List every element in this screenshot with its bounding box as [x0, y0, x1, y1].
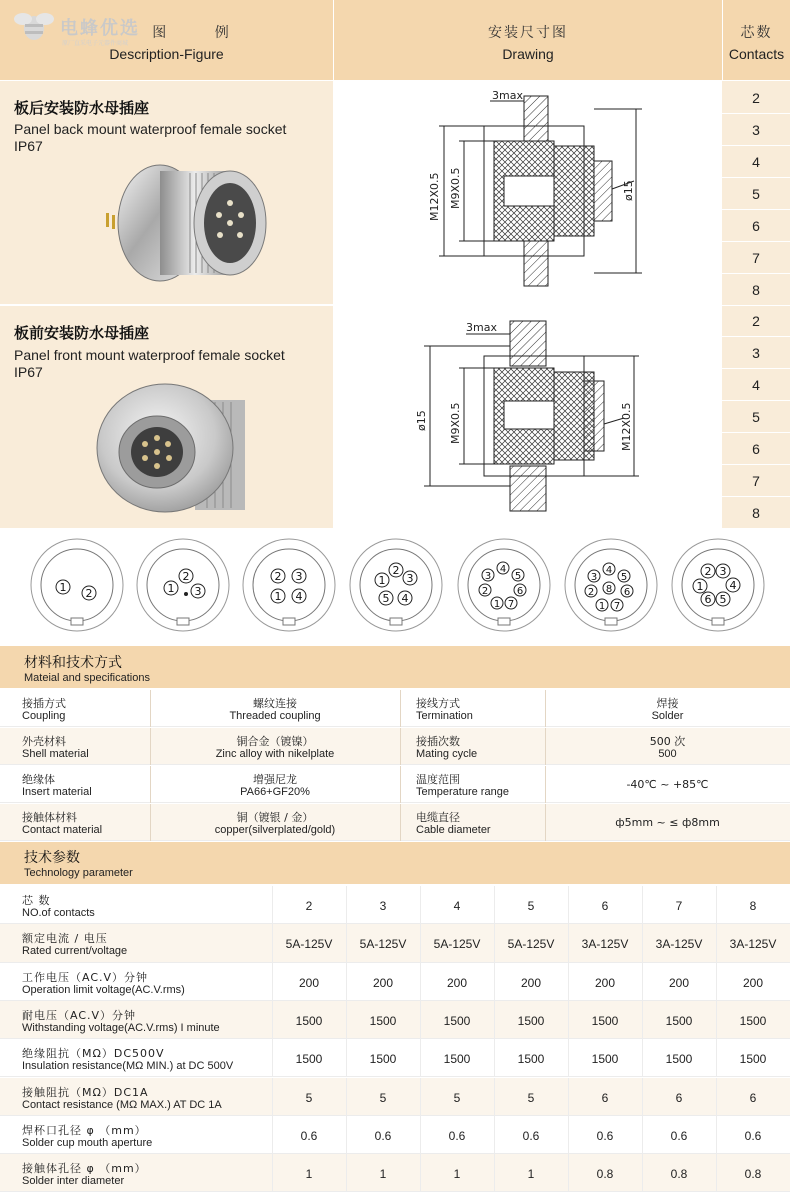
- pin-number: 8: [605, 584, 613, 595]
- label-en: Solder inter diameter: [22, 1175, 125, 1188]
- pin-number: 3: [719, 565, 727, 578]
- drawing-back-mount: [334, 81, 722, 304]
- figure-header-zh: 图 例: [152, 25, 251, 41]
- material-value: [150, 690, 400, 727]
- contact-count: 5: [752, 186, 760, 202]
- tech-value: 200: [742, 975, 764, 990]
- pin-number: 3: [295, 570, 303, 583]
- contact-count: 4: [752, 377, 760, 393]
- label-en: Shell material: [22, 748, 89, 760]
- pin-number: 5: [514, 571, 522, 582]
- value-en: 500: [658, 748, 677, 760]
- divider: [722, 400, 790, 401]
- divider: [722, 145, 790, 146]
- tech-value: 200: [520, 975, 542, 990]
- pin-number: 3: [590, 572, 598, 583]
- contact-count: 8: [752, 282, 760, 298]
- pin-number: 7: [507, 599, 515, 610]
- label-en: Operation limit voltage(AC.V.rms): [22, 983, 185, 996]
- product-front-mount: [0, 306, 333, 528]
- tech-value: 1500: [369, 1013, 397, 1028]
- tech-value: 0.8: [670, 1167, 688, 1182]
- label-en: Insert material: [22, 786, 92, 798]
- material-label: [416, 728, 541, 765]
- tech-row: [0, 1116, 790, 1154]
- tech-row: [0, 1001, 790, 1039]
- divider: [722, 241, 790, 242]
- value-zh: ф5mm ~ ≤ ф8mm: [615, 816, 720, 829]
- material-label: [22, 766, 147, 803]
- tech-value: 1500: [443, 1013, 471, 1028]
- divider: [722, 177, 790, 178]
- material-label: [22, 728, 147, 765]
- contact-count: 2: [752, 313, 760, 329]
- label-en: Rated current/voltage: [22, 945, 128, 958]
- value-en: Solder: [651, 710, 684, 722]
- tech-value: 8: [749, 899, 757, 913]
- value-zh: -40℃ ~ +85℃: [626, 778, 709, 791]
- contact-count: 8: [752, 505, 760, 521]
- drawing-label-inner: M9X0.5: [449, 402, 462, 444]
- divider: [400, 766, 401, 803]
- label-zh: 芯 数: [22, 894, 51, 907]
- label-en: Contact material: [22, 824, 103, 836]
- divider: [722, 113, 790, 114]
- tech-value: 5A-125V: [359, 937, 407, 952]
- product-rating: IP67: [14, 364, 43, 380]
- label-en: NO.of contacts: [22, 907, 95, 919]
- material-label: [22, 804, 147, 841]
- tech-value: 1: [453, 1167, 461, 1182]
- material-value: [150, 766, 400, 803]
- product-name-en: Panel front mount waterproof female socket: [14, 347, 285, 363]
- contact-count: 3: [752, 122, 760, 138]
- pin-number: 2: [274, 570, 282, 583]
- tech-value: 0.6: [744, 1128, 762, 1143]
- tech-value: 2: [305, 899, 313, 913]
- tech-value: 1500: [443, 1052, 471, 1067]
- tech-row-label: [22, 1039, 272, 1077]
- label-en: Temperature range: [416, 786, 509, 798]
- front-mount-drawing: [334, 306, 722, 528]
- label-en: Termination: [416, 710, 473, 722]
- pin-layout-6: [672, 539, 764, 631]
- materials-row: [0, 804, 790, 841]
- pin-number: 2: [85, 587, 93, 600]
- tech-value: 200: [298, 975, 320, 990]
- contact-count: 7: [752, 473, 760, 489]
- tech-value: 1500: [295, 1013, 323, 1028]
- material-value: [150, 804, 400, 841]
- pin-number: 6: [623, 587, 631, 598]
- back-mount-socket-photo: [90, 143, 290, 303]
- materials-title-en: Mateial and specifications: [24, 672, 150, 684]
- tech-value: 1500: [591, 1052, 619, 1067]
- logo-text: 电蜂优选: [60, 18, 140, 39]
- tech-value: 200: [668, 975, 690, 990]
- label-en: Mating cycle: [416, 748, 478, 760]
- label-zh: 接线方式: [416, 697, 460, 710]
- divider: [400, 804, 401, 841]
- tech-value: 3A-125V: [581, 937, 629, 952]
- value-zh: 500 次: [649, 735, 686, 748]
- front-mount-socket-photo: [95, 372, 295, 522]
- tech-value: 1500: [665, 1013, 693, 1028]
- tech-value: 1500: [591, 1013, 619, 1028]
- drawing-label-outer: M12X0.5: [620, 402, 633, 451]
- materials-header: [0, 646, 790, 688]
- pin-layout-2: [31, 539, 123, 631]
- tech-value: 0.6: [300, 1128, 318, 1143]
- pin-number: 1: [167, 582, 175, 595]
- tech-value: 5: [453, 1090, 461, 1105]
- tech-value: 3A-125V: [729, 937, 777, 952]
- label-zh: 耐电压（AC.V）分钟: [22, 1008, 137, 1022]
- pin-number: 1: [378, 574, 386, 587]
- material-label: [22, 690, 147, 727]
- tech-value: 0.6: [522, 1128, 540, 1143]
- product-name-zh: 板后安装防水母插座: [14, 99, 150, 117]
- tech-value: 5: [527, 899, 535, 913]
- drawing-label-nut: 3max: [466, 321, 497, 334]
- tech-value: 6: [675, 1090, 683, 1105]
- pin-number: 6: [516, 586, 524, 597]
- watermark-logo: [8, 6, 158, 46]
- drawing-front-mount: [334, 306, 722, 528]
- pin-layout-8: [565, 539, 657, 631]
- pin-layout-3: [137, 539, 229, 631]
- contacts-header-en: Contacts: [728, 46, 785, 62]
- tech-row-label: [22, 1078, 272, 1116]
- pin-number: 5: [382, 592, 390, 605]
- tech-value: 5A-125V: [285, 937, 333, 952]
- pin-number: 1: [696, 580, 704, 593]
- tech-value: 200: [372, 975, 394, 990]
- value-zh: 铜（镀银 / 金）: [236, 811, 314, 824]
- label-en: Solder cup mouth aperture: [22, 1136, 153, 1149]
- pin-number: 5: [620, 572, 628, 583]
- label-en: Withstanding voltage(AC.V.rms) I minute: [22, 1021, 220, 1034]
- divider: [722, 336, 790, 337]
- pin-layout-4: [243, 539, 335, 631]
- contact-count: 3: [752, 345, 760, 361]
- divider: [722, 464, 790, 465]
- materials-row: [0, 690, 790, 727]
- pin-number: 2: [704, 565, 712, 578]
- label-en: Cable diameter: [416, 824, 491, 836]
- tech-row-label: [22, 1154, 272, 1192]
- tech-value: 6: [749, 1090, 757, 1105]
- product-back-mount: [0, 81, 333, 304]
- value-zh: 增强尼龙: [253, 773, 297, 786]
- pin-layouts: [0, 528, 790, 643]
- pin-number: 1: [493, 599, 501, 610]
- tech-row-label: [22, 1001, 272, 1039]
- divider: [722, 209, 790, 210]
- tech-value: 3A-125V: [655, 937, 703, 952]
- divider: [400, 728, 401, 765]
- value-zh: 螺纹连接: [253, 697, 297, 710]
- tech-value: 1500: [739, 1052, 767, 1067]
- pin-number: 4: [295, 590, 303, 603]
- material-label: [416, 766, 541, 803]
- materials-row: [0, 766, 790, 803]
- tech-value: 1: [527, 1167, 535, 1182]
- tech-value: 7: [675, 899, 683, 913]
- tech-row-label: [22, 1116, 272, 1154]
- tech-row-label: [22, 924, 272, 962]
- label-zh: 接触体材料: [22, 811, 77, 824]
- material-value: [545, 766, 790, 803]
- tech-row-label: [22, 886, 272, 924]
- label-zh: 外壳材料: [22, 735, 66, 748]
- tech-header: [0, 842, 790, 884]
- product-name-zh: 板前安装防水母插座: [14, 324, 150, 342]
- product-rating: IP67: [14, 138, 43, 154]
- pin-number: 4: [605, 565, 613, 576]
- tech-value: 1500: [665, 1052, 693, 1067]
- tech-row: [0, 1078, 790, 1116]
- divider: [722, 368, 790, 369]
- contact-count: 6: [752, 218, 760, 234]
- pin-number: 2: [481, 586, 489, 597]
- tech-value: 5: [379, 1090, 387, 1105]
- label-en: Coupling: [22, 710, 66, 722]
- label-zh: 绝缘体: [22, 773, 55, 786]
- drawing-label-dia: ø15: [415, 410, 428, 431]
- materials-row: [0, 728, 790, 765]
- tech-row: [0, 1154, 790, 1192]
- value-zh: 焊接: [656, 697, 679, 710]
- pin-number: 1: [274, 590, 282, 603]
- tech-value: 0.8: [744, 1167, 762, 1182]
- logo-subtext: 原厂直采电子元器件商城: [62, 40, 129, 47]
- tech-row: [0, 924, 790, 962]
- tech-value: 4: [453, 899, 461, 913]
- label-en: Contact resistance (MΩ MAX.) AT DC 1A: [22, 1098, 222, 1111]
- contact-count: 2: [752, 90, 760, 106]
- material-label: [416, 690, 541, 727]
- label-en: Insulation resistance(MΩ MIN.) at DC 500V: [22, 1060, 234, 1073]
- bee-logo-icon: [12, 8, 56, 44]
- pin-layout-7: [458, 539, 550, 631]
- tech-row: [0, 963, 790, 1001]
- tech-value: 1500: [369, 1052, 397, 1067]
- pin-number: 3: [406, 572, 414, 585]
- drawing-header-zh: 安装尺寸图: [488, 25, 568, 41]
- pin-number: 4: [401, 592, 409, 605]
- tech-value: 0.6: [670, 1128, 688, 1143]
- pin-number: 2: [182, 570, 190, 583]
- divider: [400, 690, 401, 727]
- tech-value: 0.6: [374, 1128, 392, 1143]
- tech-value: 1500: [517, 1052, 545, 1067]
- drawing-label-nut: 3max: [492, 89, 523, 102]
- pin-layout-diagrams: [0, 528, 790, 643]
- tech-value: 200: [446, 975, 468, 990]
- contact-count: 7: [752, 250, 760, 266]
- product-name-en: Panel back mount waterproof female socket: [14, 121, 287, 137]
- tech-row: [0, 1039, 790, 1077]
- pin-number: 1: [59, 581, 67, 594]
- figure-header-en: Description-Figure: [109, 46, 224, 62]
- pin-number: 3: [484, 571, 492, 582]
- label-zh: 温度范围: [416, 773, 460, 786]
- tech-value: 1500: [739, 1013, 767, 1028]
- label-zh: 接插次数: [416, 735, 460, 748]
- tech-value: 5A-125V: [433, 937, 481, 952]
- label-zh: 接触体孔径 φ （mm）: [22, 1162, 147, 1176]
- pin-number: 4: [729, 579, 737, 592]
- tech-value: 0.6: [596, 1128, 614, 1143]
- drawing-label-inner: M9X0.5: [449, 167, 462, 209]
- divider: [722, 432, 790, 433]
- drawing-label-dia: ø15: [622, 180, 635, 201]
- value-en: copper(silverplated/gold): [214, 824, 336, 836]
- tech-value: 200: [594, 975, 616, 990]
- tech-title-zh: 技术参数: [24, 850, 80, 866]
- tech-row: [0, 886, 790, 924]
- pin-number: 1: [598, 601, 606, 612]
- tech-title-en: Technology parameter: [24, 867, 133, 879]
- tech-value: 1: [379, 1167, 387, 1182]
- pin-number: 5: [719, 593, 727, 606]
- contact-count: 4: [752, 154, 760, 170]
- value-zh: 铜合金（镀镍）: [236, 735, 314, 748]
- label-zh: 电缆直径: [416, 811, 460, 824]
- value-en: Zinc alloy with nikelplate: [215, 748, 335, 760]
- divider: [722, 305, 790, 306]
- material-value: [545, 728, 790, 765]
- label-zh: 额定电流 / 电压: [22, 932, 108, 946]
- label-zh: 绝缘阻抗（MΩ）DC500V: [22, 1047, 165, 1061]
- contacts-header: [723, 0, 790, 80]
- contacts-column: [722, 81, 790, 528]
- label-zh: 焊杯口孔径 φ （mm）: [22, 1123, 147, 1137]
- drawing-header: [334, 0, 722, 80]
- material-value: [545, 690, 790, 727]
- contacts-header-zh: 芯数: [740, 25, 773, 41]
- pin-number: 3: [194, 585, 202, 598]
- tech-value: 5: [305, 1090, 313, 1105]
- label-zh: 接触阻抗（MΩ）DC1A: [22, 1085, 149, 1099]
- material-value: [150, 728, 400, 765]
- tech-value: 0.8: [596, 1167, 614, 1182]
- tech-row-label: [22, 963, 272, 1001]
- pin-number: 2: [392, 564, 400, 577]
- tech-value: 6: [601, 899, 609, 913]
- divider: [722, 496, 790, 497]
- pin-number: 7: [613, 601, 621, 612]
- label-zh: 工作电压（AC.V）分钟: [22, 970, 149, 984]
- back-mount-drawing: [334, 81, 722, 304]
- materials-title-zh: 材料和技术方式: [24, 655, 122, 671]
- pin-number: 4: [499, 564, 507, 575]
- tech-value: 0.6: [448, 1128, 466, 1143]
- tech-value: 5: [527, 1090, 535, 1105]
- material-value: [545, 804, 790, 841]
- divider: [722, 273, 790, 274]
- tech-value: 3: [379, 899, 387, 913]
- pin-number: 6: [704, 593, 712, 606]
- pin-number: 2: [587, 587, 595, 598]
- pin-layout-5: [350, 539, 442, 631]
- material-label: [416, 804, 541, 841]
- value-en: PA66+GF20%: [240, 786, 310, 798]
- tech-value: 1: [305, 1167, 313, 1182]
- tech-value: 1500: [517, 1013, 545, 1028]
- tech-value: 1500: [295, 1052, 323, 1067]
- contact-count: 6: [752, 441, 760, 457]
- tech-value: 6: [601, 1090, 609, 1105]
- contact-count: 5: [752, 409, 760, 425]
- label-zh: 接插方式: [22, 697, 66, 710]
- value-en: Threaded coupling: [229, 710, 321, 722]
- tech-value: 5A-125V: [507, 937, 555, 952]
- drawing-header-en: Drawing: [502, 46, 554, 62]
- drawing-label-outer: M12X0.5: [428, 172, 441, 221]
